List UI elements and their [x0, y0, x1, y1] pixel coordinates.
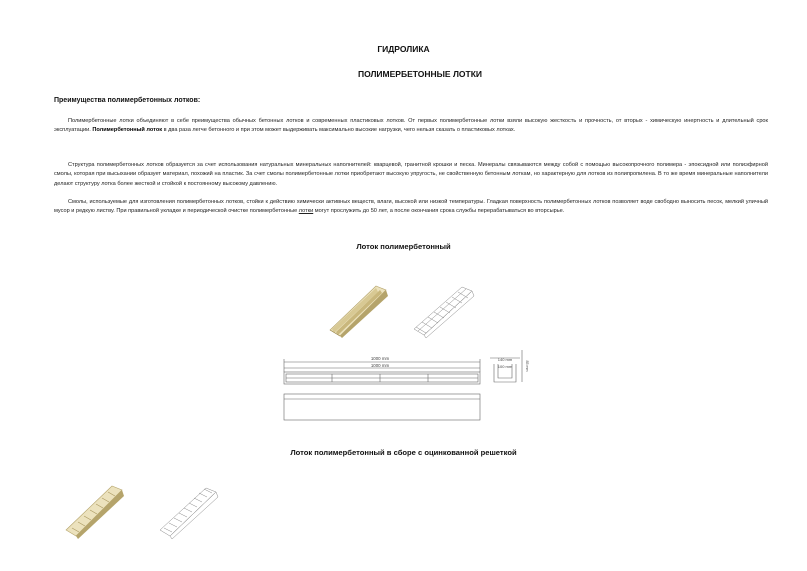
- paragraph-2: [54, 161, 768, 189]
- paragraph-1-bold: Полимербетонный лоток: [92, 127, 163, 134]
- dim-height: 85 mm: [525, 360, 529, 372]
- paragraph-2-text: Структура полимербетонных лотков образуется за счет использования натуральных минеральных наполнителей: кварцевой, гранитной крошки и песка. Минералы связываются между собой с помощью высокопрочного полимера - эпоксидной или полиэфирной смолы, которая при высыхании образует материал, похожий на пластик. За счет смолы полимербетонные лотки приобретают высокую упругость, не свойственную бетонным лоткам, но характерную для лотков из полипропилена. В то же время минеральные наполнители делают структуру лотка более жесткой и стойкой к постоянному высокому давлению.: [54, 162, 768, 187]
- paragraph-3-text-a: Смолы, используемые для изготовления полимербетонных лотков, стойки к действию химически активных веществ, влаги, высокой или низкой температуры. Гладкая поверхность полимербетонных лотков позволяет воде свободно выносить песок, мелкий уличный мусор и редкую листву. При правильной укладке и периодической очистке полимербетонные: [54, 199, 768, 215]
- dim-outer-length: 1000 mm: [370, 356, 390, 361]
- tray-with-grate-wireframe: [156, 482, 226, 540]
- tray-technical-drawing: [280, 350, 530, 432]
- paragraph-1-text-a: Полимербетонные лотки объединяют в себе преимущества обычных бетонных лотков и современных пластиковых лотков. От первых полимербетонные лотки взяли высокую жесткость и прочность, от вторых - химическую инертность и длительный срок эксплуатации.: [54, 118, 768, 134]
- section-title: ГИДРОЛИКА: [377, 44, 430, 54]
- dim-width-inner: 100 mm: [497, 364, 513, 369]
- trays-link[interactable]: лотки: [298, 208, 314, 215]
- paragraph-3: [54, 198, 768, 217]
- tray-wireframe: [410, 283, 482, 339]
- paragraph-1: [54, 117, 768, 136]
- advantages-heading: Преимущества полимербетонных лотков:: [54, 97, 201, 104]
- tray-render-solid: [326, 282, 398, 338]
- dim-inner-length: 1000 mm: [370, 363, 390, 368]
- page-title: ПОЛИМЕРБЕТОННЫЕ ЛОТКИ: [357, 69, 483, 79]
- figure-2-caption: Лоток полимербетонный в сборе с оцинкованной решеткой: [290, 448, 517, 457]
- dim-width-outer: 140 mm: [497, 357, 513, 362]
- figure-1-caption: Лоток полимербетонный: [356, 242, 451, 251]
- tray-with-grate-render: [62, 480, 132, 540]
- paragraph-3-text-b: могут прослужить до 50 лет, а после окончания срока службы перерабатываться во вторсырье.: [313, 208, 565, 215]
- paragraph-1-text-b: в два раза легче бетонного и при этом может выдерживать максимально высокие нагрузки, чего нельзя сказать о пластиковых лотках.: [162, 127, 516, 134]
